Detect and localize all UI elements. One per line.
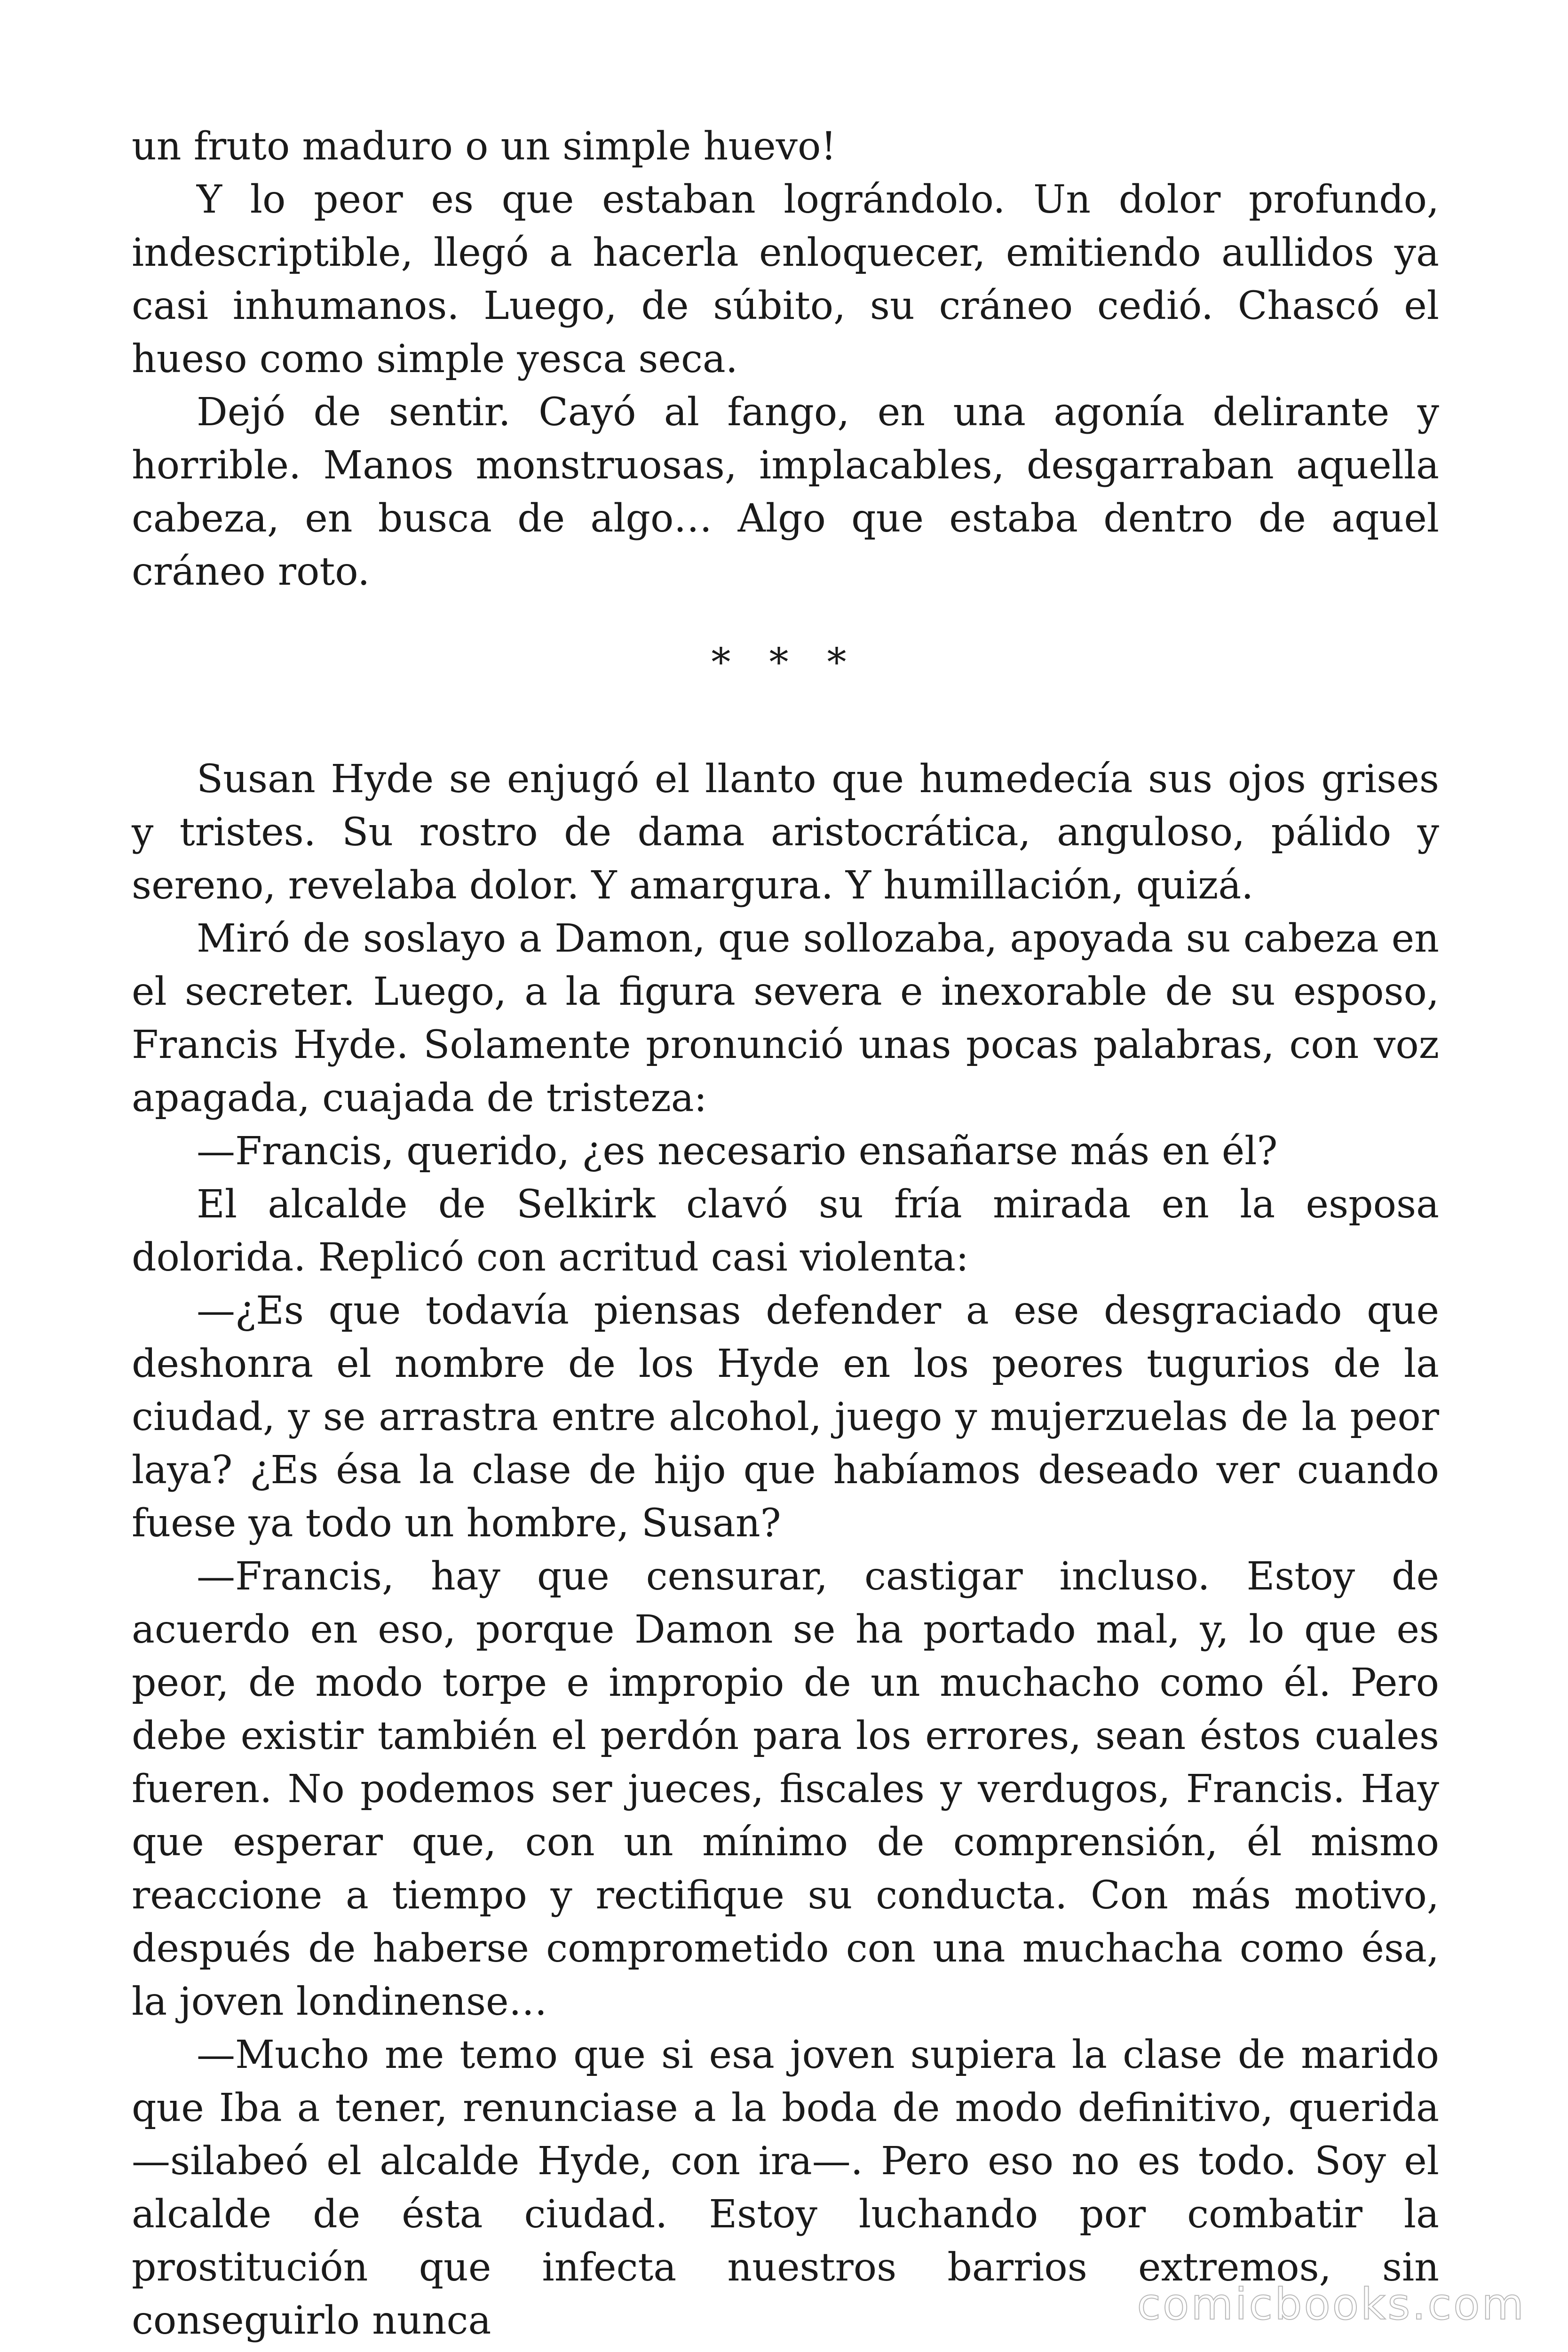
paragraph: Miró de soslayo a Damon, que sollozaba, apoyada su cabeza en el secreter. Luego, a la figura severa e inexorable de su esposo, Francis Hyde. Solamente pronunció unas pocas palabras, con voz apagada, cuajada de tristeza: bbox=[132, 916, 1439, 1120]
dialogue-line: —Francis, hay que censurar, castigar incluso. Estoy de acuerdo en eso, porque Damon se ha portado mal, y, lo que es peor, de modo torpe e impropio de un muchacho como él. Pero debe existir también el perdón para los errores, sean éstos cuales fueren. No podemos ser jueces, fiscales y verdugos, Francis. Hay que esperar que, con un mínimo de comprensión, él mismo reaccione a tiempo y rectifique su conducta. Con más motivo, después de haberse comprometido con una muchacha como ésa, la joven londinense… bbox=[132, 1554, 1439, 2024]
paragraph: Susan Hyde se enjugó el llanto que humedecía sus ojos grises y tristes. Su rostro de dama aristocrática, anguloso, pálido y sereno, revelaba dolor. Y amargura. Y humillación, quizá. bbox=[132, 757, 1439, 908]
paragraph: El alcalde de Selkirk clavó su fría mirada en la esposa dolorida. Replicó con acritud casi violenta: bbox=[132, 1182, 1439, 1280]
section-separator: * * * bbox=[711, 640, 860, 685]
paragraph: Dejó de sentir. Cayó al fango, en una agonía delirante y horrible. Manos monstruosas, implacables, desgarraban aquella cabeza, en busca de algo… Algo que estaba dentro de aquel cráneo roto. bbox=[132, 390, 1439, 594]
dialogue-line: —Francis, querido, ¿es necesario ensañarse más en él? bbox=[197, 1129, 1278, 1174]
page-body bbox=[132, 120, 1439, 2347]
dialogue-line: —Mucho me temo que si esa joven supiera la clase de marido que Iba a tener, renunciase a la boda de modo definitivo, querida —silabeó el alcalde Hyde, con ira—. Pero eso no es todo. Soy el alcalde de ésta ciudad. Estoy luchando por combatir la prostitución que infecta nuestros barrios extremos, sin conseguirlo nunca bbox=[132, 2033, 1439, 2343]
paragraph-continuation: un fruto maduro o un simple huevo! bbox=[132, 124, 837, 169]
paragraph: Y lo peor es que estaban lográndolo. Un dolor profundo, indescriptible, llegó a hacerla enloquecer, emitiendo aullidos ya casi inhumanos. Luego, de súbito, su cráneo cedió. Chascó el hueso como simple yesca seca. bbox=[132, 177, 1439, 381]
dialogue-line: —¿Es que todavía piensas defender a ese desgraciado que deshonra el nombre de los Hyde en los peores tugurios de la ciudad, y se arrastra entre alcohol, juego y mujerzuelas de la peor laya? ¿Es ésa la clase de hijo que habíamos deseado ver cuando fuese ya todo un hombre, Susan? bbox=[132, 1288, 1439, 1546]
watermark-logo: comicbooks.com bbox=[1137, 2279, 1526, 2329]
